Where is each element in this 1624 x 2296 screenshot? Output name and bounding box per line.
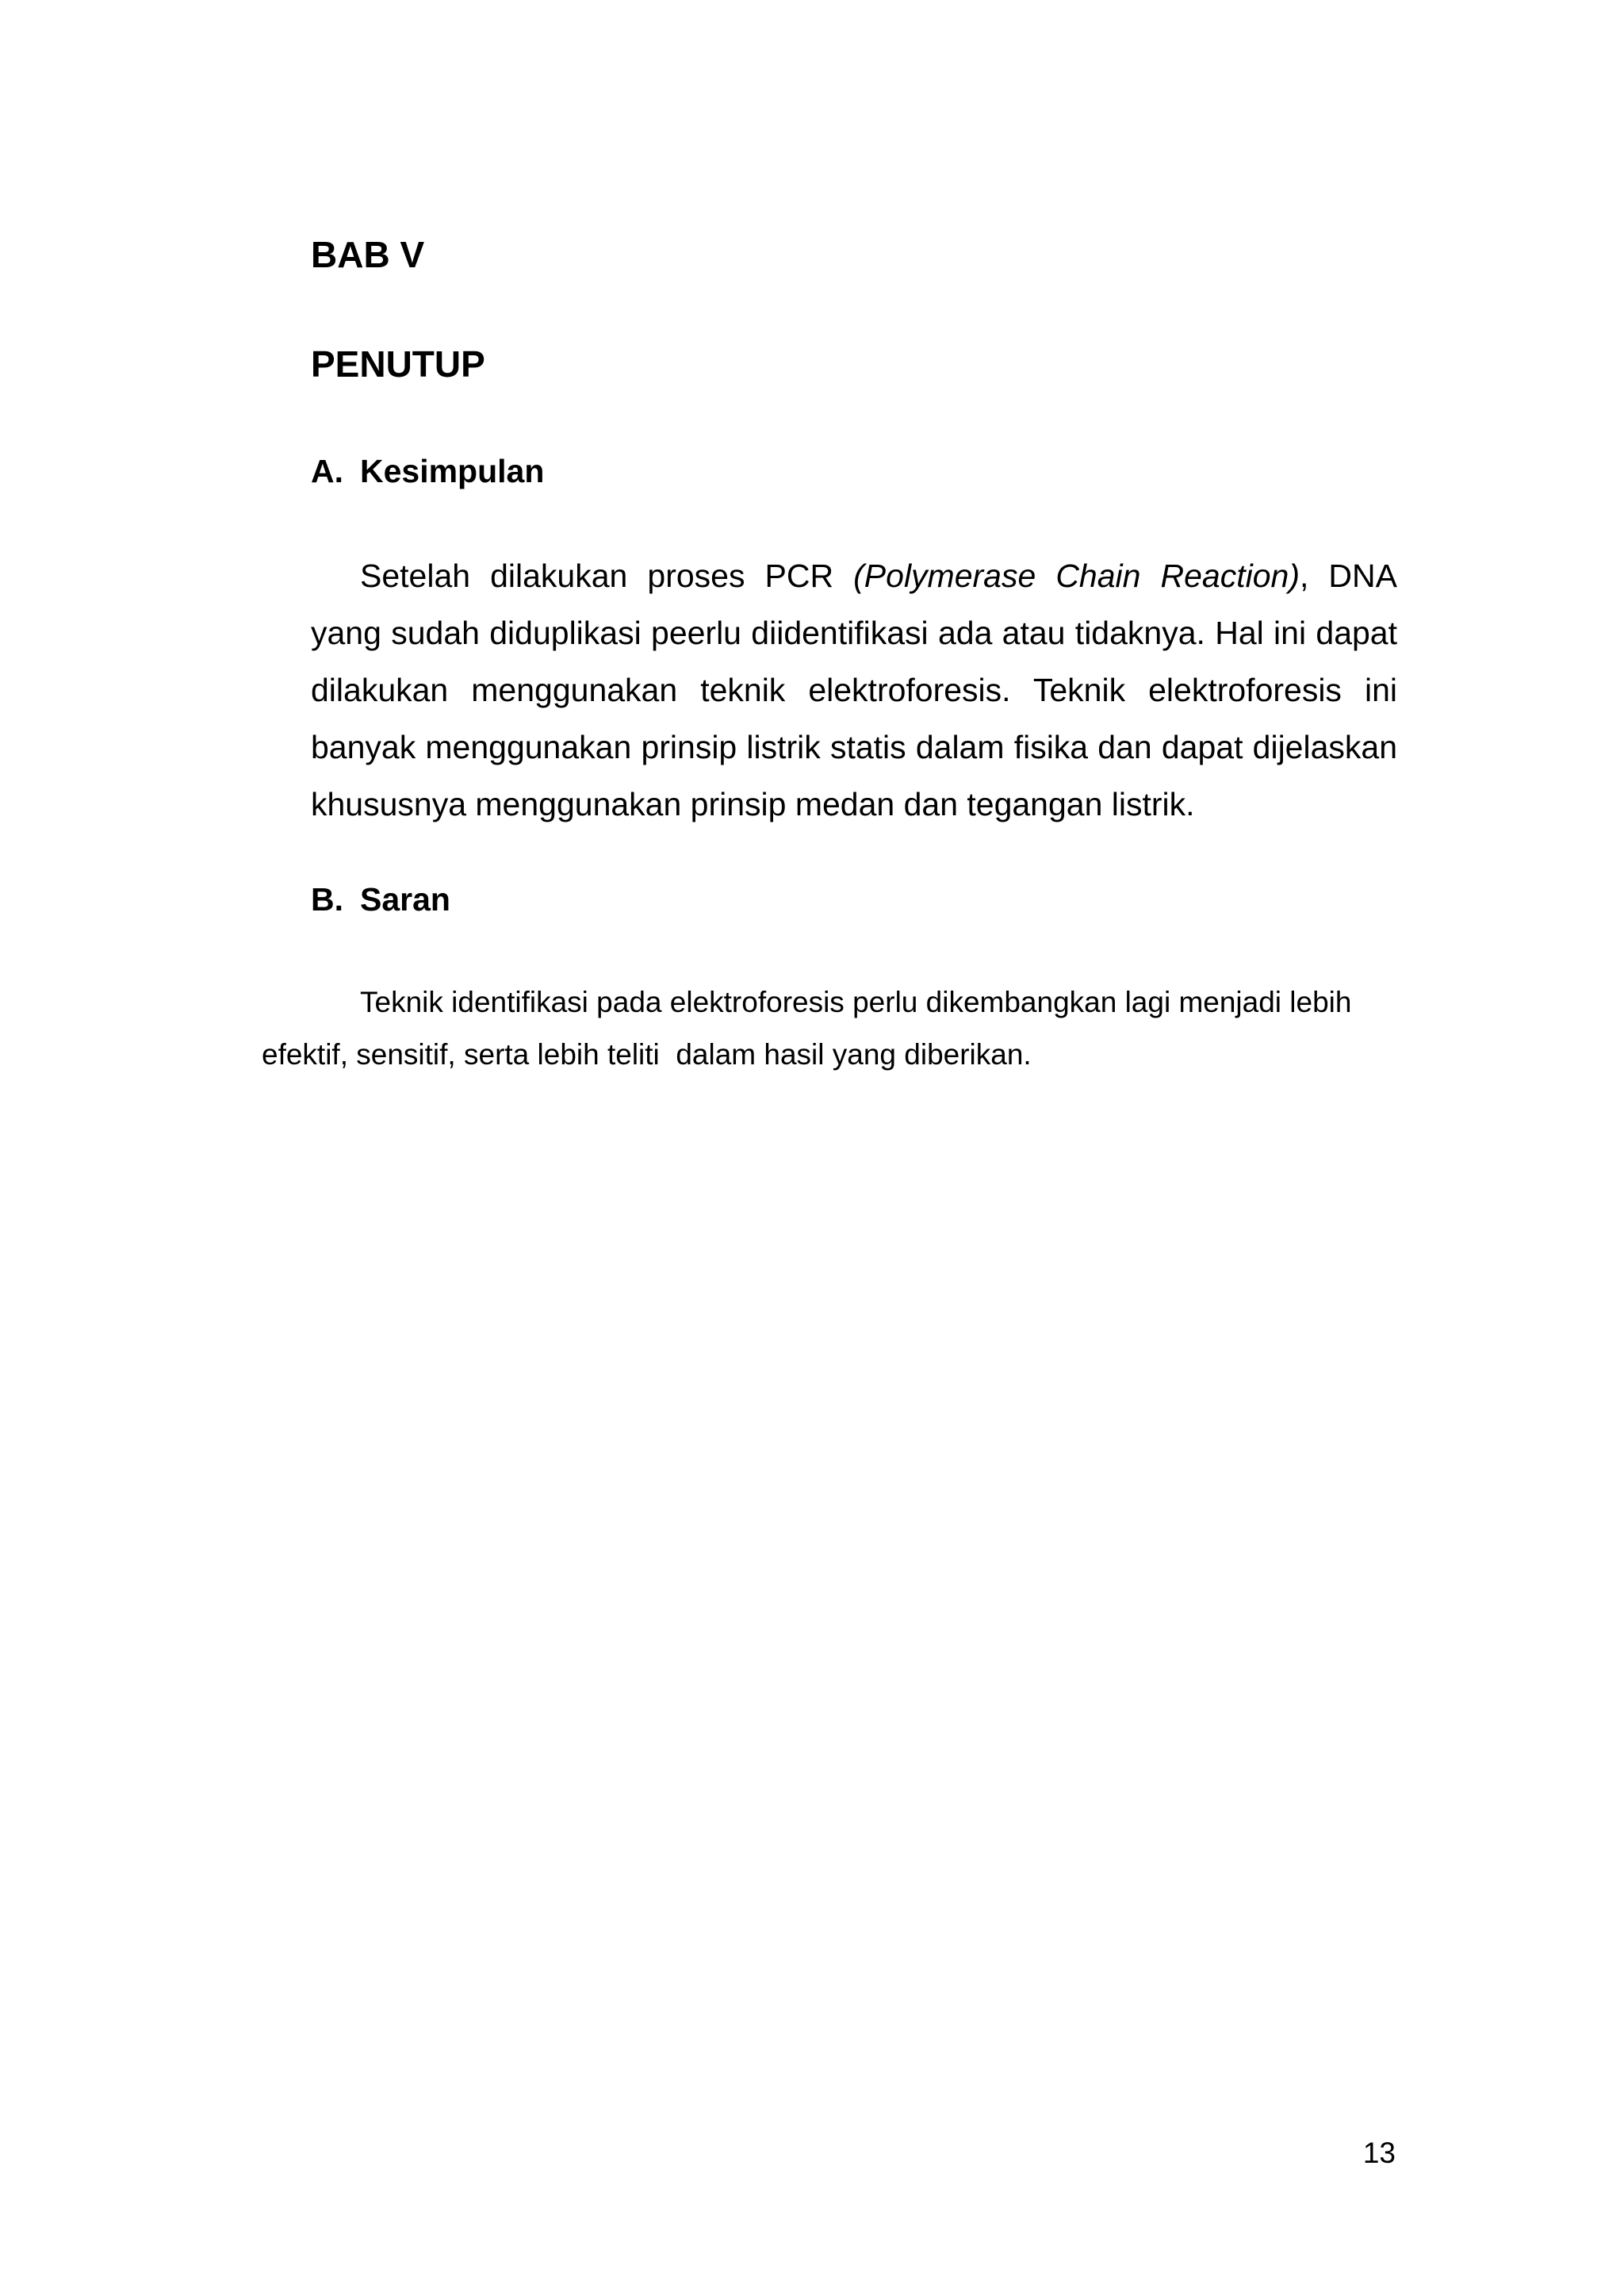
- paragraph-text: Setelah dilakukan proses PCR: [360, 558, 854, 594]
- section-heading-saran: [311, 881, 450, 918]
- chapter-title: PENUTUP: [311, 343, 485, 385]
- page-number: 13: [1362, 2137, 1396, 2169]
- section-heading-kesimpulan: [311, 455, 544, 488]
- paragraph-line: Teknik identifikasi pada elektroforesis perlu dikembangkan lagi menjadi lebih: [360, 986, 1352, 1018]
- saran-paragraph: [262, 976, 1397, 1081]
- section-letter: A.: [311, 453, 343, 489]
- section-title: Saran: [360, 881, 450, 918]
- kesimpulan-paragraph: [311, 547, 1397, 833]
- section-title: Kesimpulan: [360, 453, 545, 489]
- section-letter: B.: [311, 881, 343, 918]
- paragraph-line: efektif, sensitif, serta lebih teliti dalam hasil yang diberikan.: [262, 1038, 1032, 1071]
- paragraph-italic-text: (Polymerase Chain Reaction): [853, 558, 1300, 594]
- paragraph-text: , DNA yang sudah diduplikasi peerlu diidentifikasi ada atau tidaknya. Hal ini dapat dilakukan menggunakan teknik elektroforesis. Teknik elektroforesis ini banyak menggunakan prinsip listrik statis dalam fisika dan dapat dijelaskan khususnya menggunakan prinsip medan dan tegangan listrik.: [311, 558, 1397, 822]
- chapter-number: BAB V: [311, 234, 425, 275]
